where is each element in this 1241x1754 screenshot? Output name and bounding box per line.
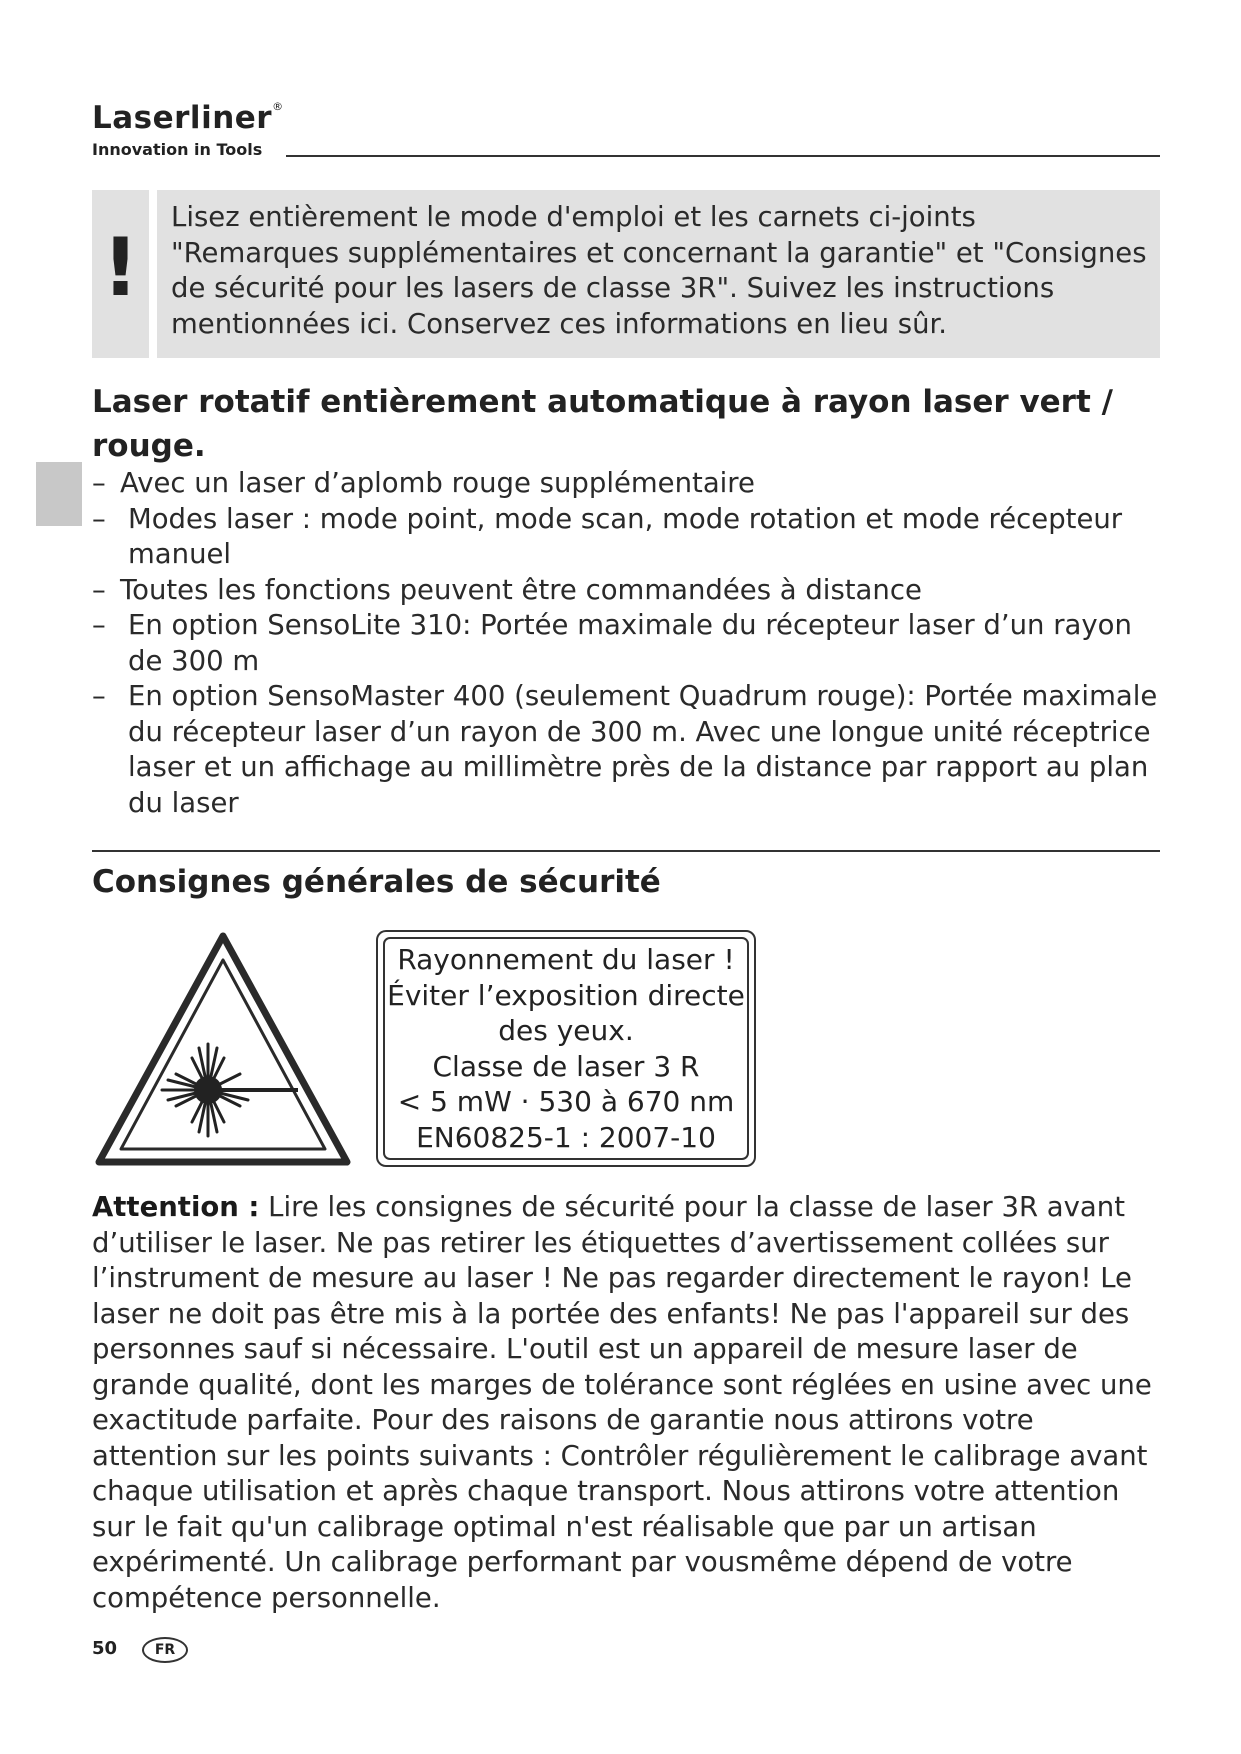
- exclamation-icon: !: [92, 190, 149, 358]
- product-title: Laser rotatif entièrement automatique à rayon laser vert / rouge.: [92, 384, 1113, 464]
- label-line: Classe de laser 3 R: [432, 1049, 700, 1083]
- registered-mark: ®: [272, 100, 284, 113]
- notice-text: Lisez entièrement le mode d'emploi et les carnets ci-joints "Remarques supplémentaires et concernant la garantie" et "Consignes de sécurité pour les lasers de classe 3R". Suivez les instructions mentionnées ici. Conservez ces informations en lieu sûr.: [171, 201, 1147, 340]
- notice-box: [157, 190, 1160, 358]
- brand-name: Laserliner: [92, 100, 273, 136]
- attention-paragraph: [92, 1190, 1164, 1616]
- label-line: EN60825-1 : 2007-10: [416, 1120, 716, 1154]
- list-item: – En option SensoLite 310: Portée maximale du récepteur laser d’un rayon de 300 m: [92, 609, 1132, 677]
- label-line: Éviter l’exposition directe: [387, 978, 745, 1012]
- language-badge: FR: [142, 1637, 188, 1663]
- label-line: < 5 mW · 530 à 670 nm: [397, 1085, 735, 1118]
- list-item: – Modes laser : mode point, mode scan, mode rotation et mode récepteur manuel: [92, 502, 1123, 570]
- header-divider: [286, 155, 1160, 157]
- section-tab-marker: [36, 462, 82, 526]
- laser-warning-triangle-icon: [93, 930, 353, 1170]
- brand-logo: [92, 100, 284, 136]
- attention-label: Attention :: [92, 1191, 260, 1223]
- label-line: Rayonnement du laser !: [397, 943, 735, 976]
- brand-tagline: Innovation in Tools: [92, 140, 263, 159]
- feature-list: [92, 466, 1162, 821]
- laser-class-label: [376, 930, 756, 1167]
- list-item: – Avec un laser d’aplomb rouge supplémentaire: [92, 467, 755, 499]
- attention-text: Lire les consignes de sécurité pour la classe de laser 3R avant d’utiliser le laser. Ne pas retirer les étiquettes d’avertissement collées sur l’instrument de mesure au laser ! Ne pas regarder directement le rayon! Le laser ne doit pas être mis à la portée des enfants! Ne pas l'appareil sur des personnes sauf si nécessaire. L'outil est un appareil de mesure laser de grande qualité, dont les marges de tolérance sont réglées en usine avec une exactitude parfaite. Pour des raisons de garantie nous attirons votre attention sur les points suivants : Contrôler régulièrement le calibrage avant chaque utilisation et après chaque transport. Nous attirons votre attention sur le fait qu'un calibrage optimal n'est réalisable que par un artisan expérimenté. Un calibrage performant par vousmême dépend de votre compétence personnelle.: [92, 1191, 1152, 1614]
- label-line: des yeux.: [498, 1014, 634, 1047]
- section-divider: [92, 850, 1160, 852]
- page-number: 50: [92, 1638, 118, 1659]
- list-item: – En option SensoMaster 400 (seulement Quadrum rouge): Portée maximale du récepteur laser d’un rayon de 300 m. Avec une longue unité réceptrice laser et un affichage au millimètre près de la distance par rapport au plan du laser: [92, 680, 1158, 819]
- safety-title: Consignes générales de sécurité: [92, 864, 661, 900]
- list-item: – Toutes les fonctions peuvent être commandées à distance: [92, 573, 922, 606]
